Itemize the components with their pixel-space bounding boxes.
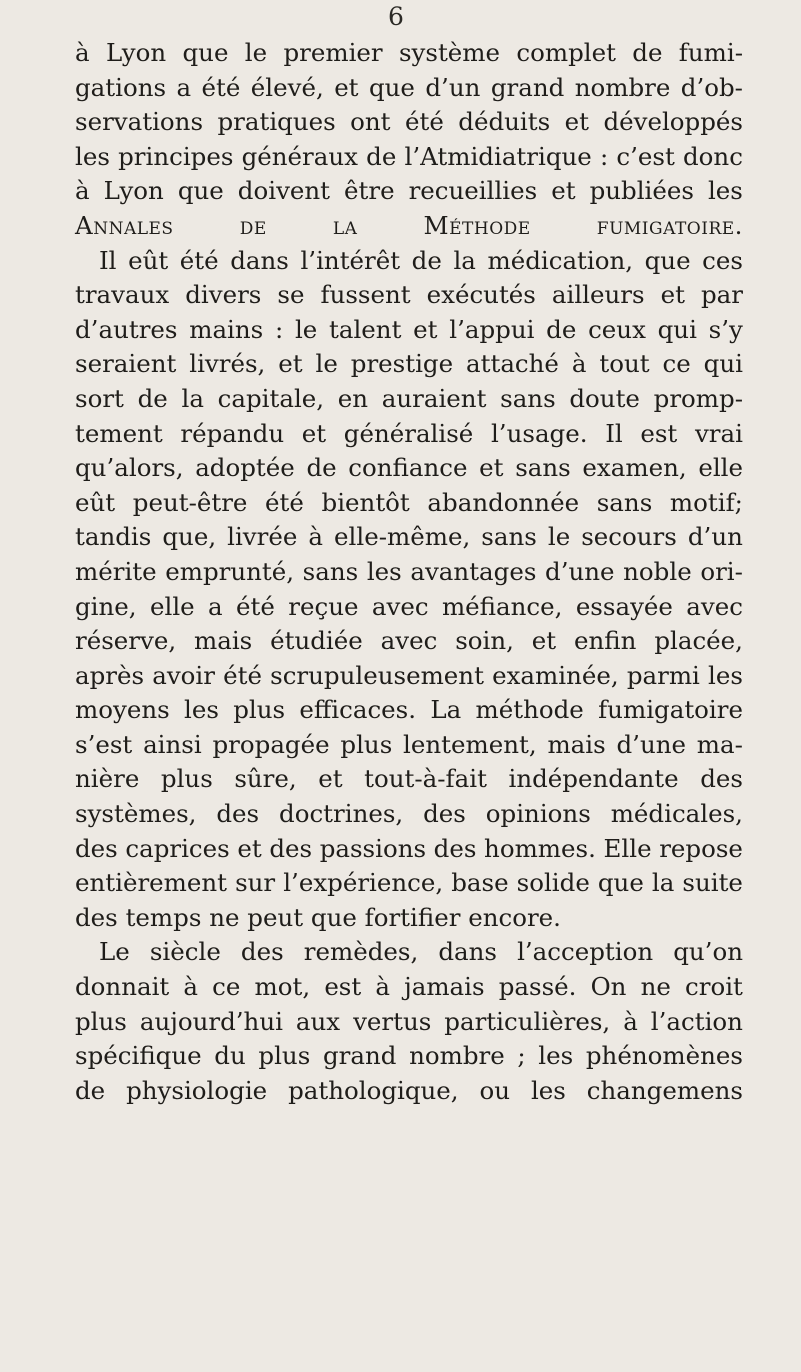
text-line: moyens les plus efficaces. La méthode fumigatoire — [75, 695, 743, 725]
text-line: d’autres mains : le talent et l’appui de ceux qui s’y — [75, 314, 743, 344]
text-line-paragraph-end: des temps ne peut que fortifier encore. — [75, 902, 561, 932]
page-number: 6 — [388, 2, 404, 31]
text-line: s’est ainsi propagée plus lentement, mais d’une ma- — [75, 729, 743, 759]
text-line: qu’alors, adoptée de confiance et sans examen, elle — [75, 453, 743, 483]
text-line: plus aujourd’hui aux vertus particulières, à l’action — [75, 1006, 743, 1036]
text-line-paragraph-start: Il eût été dans l’intérêt de la médication, que ces — [99, 245, 743, 275]
text-line-small-caps: Annales de la Méthode fumigatoire. — [75, 210, 743, 240]
body-text — [75, 36, 743, 1108]
text-line: de physiologie pathologique, ou les changemens — [75, 1075, 743, 1105]
text-line: tement répandu et généralisé l’usage. Il est vrai — [75, 418, 743, 448]
text-line: sort de la capitale, en auraient sans doute promp- — [75, 383, 743, 413]
text-line: à Lyon que doivent être recueillies et publiées les — [75, 176, 743, 206]
text-line: eût peut-être été bientôt abandonnée sans motif; — [75, 487, 743, 517]
text-line: gations a été élevé, et que d’un grand nombre d’ob- — [75, 72, 743, 102]
text-line: gine, elle a été reçue avec méfiance, essayée avec — [75, 591, 743, 621]
text-line: des caprices et des passions des hommes. Elle repose — [75, 833, 743, 863]
text-line: travaux divers se fussent exécutés ailleurs et par — [75, 280, 743, 310]
text-line: systèmes, des doctrines, des opinions médicales, — [75, 799, 743, 829]
text-line: donnait à ce mot, est à jamais passé. On ne croit — [75, 972, 743, 1002]
text-line: nière plus sûre, et tout-à-fait indépendante des — [75, 764, 743, 794]
text-line: mérite emprunté, sans les avantages d’une noble ori- — [75, 556, 743, 586]
text-line: entièrement sur l’expérience, base solide que la suite — [75, 868, 743, 898]
text-line: à Lyon que le premier système complet de fumi- — [75, 38, 743, 67]
text-line: spécifique du plus grand nombre ; les phénomènes — [75, 1041, 743, 1071]
text-line: après avoir été scrupuleusement examinée, parmi les — [75, 660, 743, 690]
text-line: servations pratiques ont été déduits et développés — [75, 107, 743, 137]
text-line: seraient livrés, et le prestige attaché à tout ce qui — [75, 349, 743, 379]
text-line: réserve, mais étudiée avec soin, et enfin placée, — [75, 626, 743, 656]
text-line-paragraph-start: Le siècle des remèdes, dans l’acception qu’on — [99, 937, 743, 967]
text-line: les principes généraux de l’Atmidiatrique : c’est donc — [75, 141, 743, 171]
text-line: tandis que, livrée à elle-même, sans le secours d’un — [75, 522, 743, 552]
